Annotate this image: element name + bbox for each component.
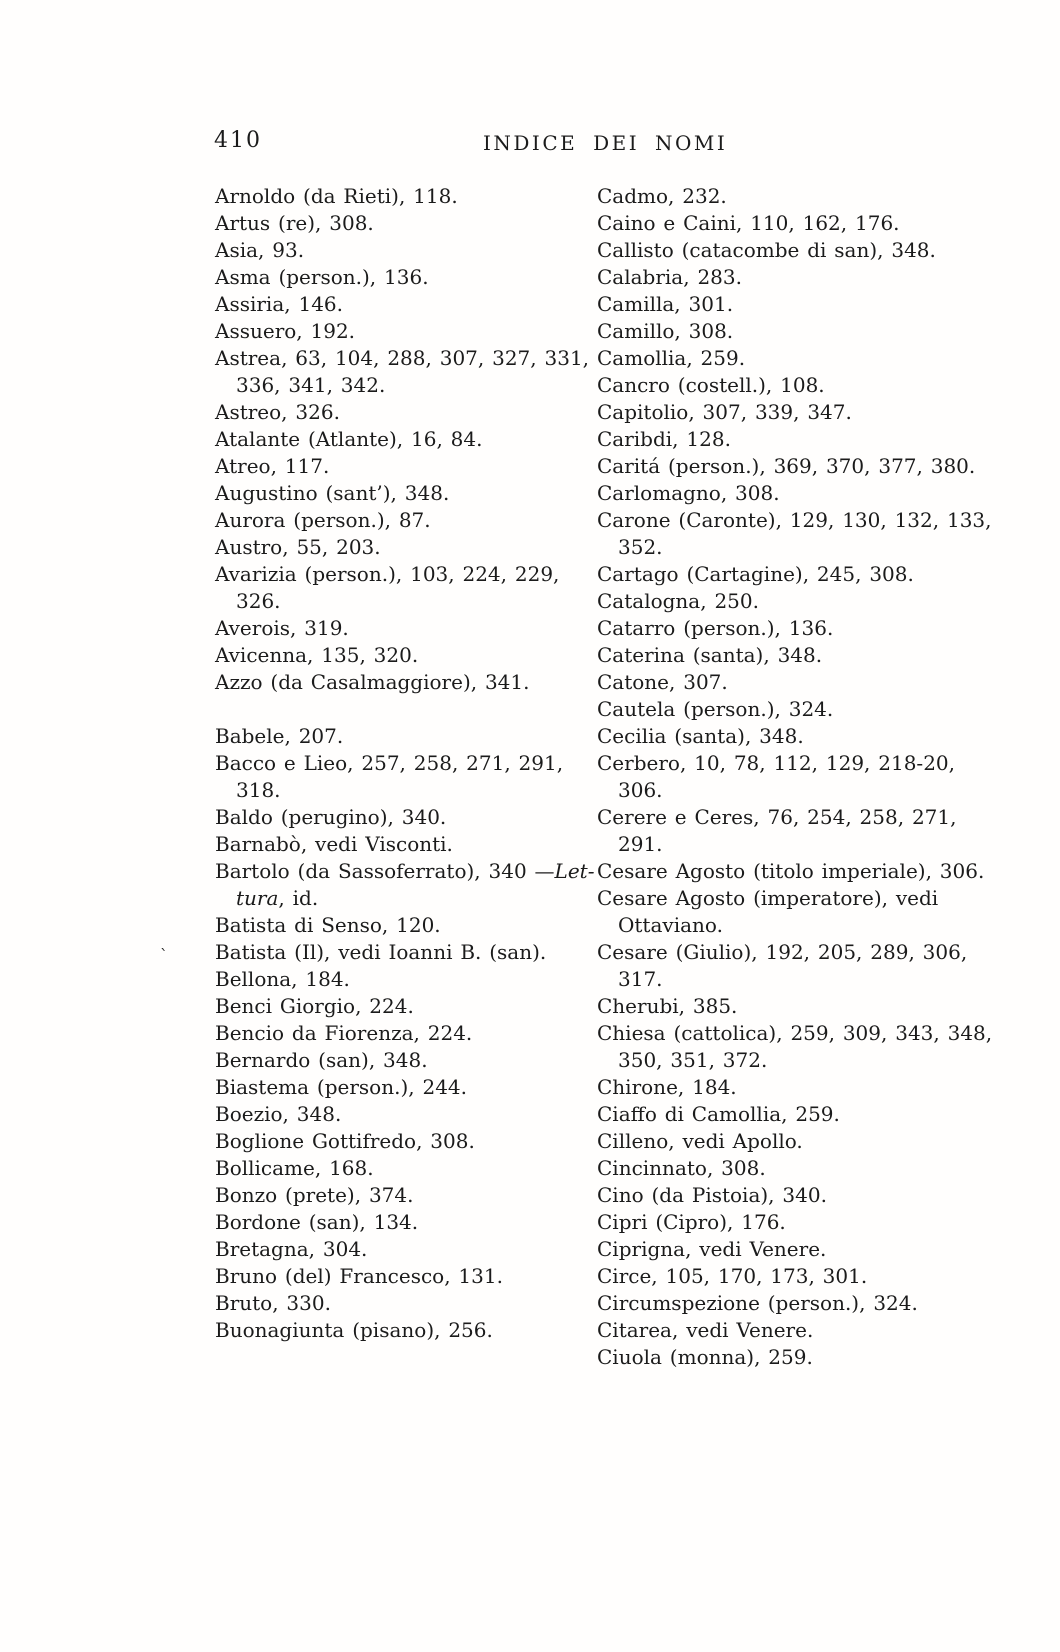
- entry-text: Circumspezione (person.), 324.: [597, 1291, 918, 1315]
- entry-text: Bruno (del) Francesco, 131.: [215, 1264, 503, 1288]
- entry-text: Benci Giorgio, 224.: [215, 994, 414, 1018]
- entry-text: , id.: [278, 886, 319, 910]
- index-entry-line: [597, 1020, 993, 1047]
- index-entry-line: [597, 318, 973, 345]
- index-entry-line: [215, 237, 585, 264]
- entry-text: Citarea, vedi Venere.: [597, 1318, 814, 1342]
- index-entry-line: [597, 777, 973, 804]
- index-entry-line: [215, 831, 585, 858]
- entry-text: Baldo (perugino), 340.: [215, 805, 447, 829]
- index-entry-line: [597, 507, 992, 534]
- entry-text: Augustino (sant’), 348.: [215, 481, 450, 505]
- index-entry-line: [215, 858, 595, 885]
- entry-text: Cesare Agosto (imperatore), vedi: [597, 886, 939, 910]
- index-entry-line: [215, 993, 585, 1020]
- index-entry-line: [597, 372, 973, 399]
- index-entry-line: [597, 1236, 973, 1263]
- entry-text: Bencio da Fiorenza, 224.: [215, 1021, 473, 1045]
- entry-text: Babele, 207.: [215, 724, 344, 748]
- index-entry-line: [215, 1047, 585, 1074]
- entry-text: 291.: [618, 832, 663, 856]
- index-entry-line: [215, 804, 585, 831]
- entry-text: Carlomagno, 308.: [597, 481, 780, 505]
- entry-text: Ciuola (monna), 259.: [597, 1345, 813, 1369]
- index-entry-line: [215, 750, 585, 777]
- index-entry-line: [597, 1128, 973, 1155]
- index-entry-line: [597, 561, 973, 588]
- index-entry-line: [597, 426, 973, 453]
- index-entry-line: [597, 1047, 973, 1074]
- index-entry-line: [215, 480, 585, 507]
- entry-text: Ottaviano.: [618, 913, 723, 937]
- index-entry-line: [597, 669, 973, 696]
- entry-text: Chirone, 184.: [597, 1075, 737, 1099]
- index-entry-line: [597, 1209, 973, 1236]
- entry-text: Cherubi, 385.: [597, 994, 738, 1018]
- entry-text: Boezio, 348.: [215, 1102, 342, 1126]
- entry-text: Cartago (Cartagine), 245, 308.: [597, 562, 914, 586]
- index-entry-line: [215, 939, 585, 966]
- entry-text: 352.: [618, 535, 663, 559]
- entry-text: Bretagna, 304.: [215, 1237, 368, 1261]
- index-entry-line: [215, 1290, 585, 1317]
- entry-text: Avarizia (person.), 103, 224, 229,: [215, 562, 560, 586]
- index-entry-line: [215, 507, 585, 534]
- print-artifact-mark: ˋ: [160, 946, 168, 965]
- index-entry-line: [215, 1263, 585, 1290]
- index-entry-line: [597, 804, 973, 831]
- entry-text: Astreo, 326.: [215, 400, 340, 424]
- index-entry-line: [597, 858, 985, 885]
- entry-text: Atreo, 117.: [215, 454, 330, 478]
- index-entry-line: [597, 480, 973, 507]
- entry-text: Circe, 105, 170, 173, 301.: [597, 1264, 868, 1288]
- entry-text: Capitolio, 307, 339, 347.: [597, 400, 852, 424]
- entry-text: Austro, 55, 203.: [215, 535, 381, 559]
- index-entry-line: [215, 345, 590, 372]
- entry-text: Ciaffo di Camollia, 259.: [597, 1102, 840, 1126]
- index-entry-line: [215, 318, 585, 345]
- entry-text: Atalante (Atlante), 16, 84.: [215, 427, 483, 451]
- index-entry-line: [215, 561, 585, 588]
- index-entry-line: [597, 210, 973, 237]
- entry-text: Buonagiunta (pisano), 256.: [215, 1318, 493, 1342]
- index-entry-line: [597, 1344, 973, 1371]
- index-entry-line: [215, 1317, 585, 1344]
- index-entry-line: [215, 1128, 585, 1155]
- entry-text: Asma (person.), 136.: [215, 265, 429, 289]
- index-entry-line: [597, 1317, 973, 1344]
- entry-text: Assuero, 192.: [215, 319, 356, 343]
- index-entry-line: [597, 1155, 973, 1182]
- entry-text: 317.: [618, 967, 663, 991]
- entry-text: Cecilia (santa), 348.: [597, 724, 804, 748]
- index-entry-line: [597, 642, 973, 669]
- entry-text: Cerbero, 10, 78, 112, 129, 218-20,: [597, 751, 955, 775]
- index-entry-line: [215, 615, 585, 642]
- index-entry-line: [597, 264, 973, 291]
- entry-text: Catalogna, 250.: [597, 589, 759, 613]
- entry-text: Camillo, 308.: [597, 319, 734, 343]
- entry-text: Cilleno, vedi Apollo.: [597, 1129, 803, 1153]
- entry-text: Catarro (person.), 136.: [597, 616, 834, 640]
- entry-text: Bonzo (prete), 374.: [215, 1183, 414, 1207]
- index-entry-line: [215, 291, 585, 318]
- entry-text: Aurora (person.), 87.: [215, 508, 431, 532]
- entry-text: Astrea, 63, 104, 288, 307, 327, 331,: [215, 346, 590, 370]
- entry-text: Caribdi, 128.: [597, 427, 731, 451]
- index-entry-line: [215, 1155, 585, 1182]
- index-entry-line: [597, 831, 973, 858]
- entry-text: Cautela (person.), 324.: [597, 697, 834, 721]
- entry-text: 306.: [618, 778, 663, 802]
- entry-text-italic: Let-: [554, 859, 595, 883]
- entry-text: Batista (Il), vedi Ioanni B. (san).: [215, 940, 547, 964]
- entry-text: 326.: [236, 589, 281, 613]
- entry-text: Barnabò, vedi Visconti.: [215, 832, 453, 856]
- index-entry-line: [215, 426, 585, 453]
- index-entry-line: [597, 615, 973, 642]
- entry-text: Bartolo (da Sassoferrato), 340 —: [215, 859, 555, 883]
- entry-text: Cincinnato, 308.: [597, 1156, 766, 1180]
- index-entry-line: [215, 1020, 585, 1047]
- entry-text: Cesare (Giulio), 192, 205, 289, 306,: [597, 940, 968, 964]
- index-entry-line: [597, 291, 973, 318]
- entry-text: Calabria, 283.: [597, 265, 742, 289]
- entry-text: Cipri (Cipro), 176.: [597, 1210, 786, 1234]
- index-entry-line: [215, 1182, 585, 1209]
- entry-text: Cino (da Pistoia), 340.: [597, 1183, 827, 1207]
- entry-text: Ciprigna, vedi Venere.: [597, 1237, 827, 1261]
- index-entry-line: [597, 912, 973, 939]
- entry-text: Callisto (catacombe di san), 348.: [597, 238, 936, 262]
- index-entry-line: [597, 723, 973, 750]
- index-entry-line: [597, 534, 973, 561]
- index-entry-line: [597, 1290, 973, 1317]
- index-entry-line: [215, 669, 585, 696]
- index-entry-line: [215, 1101, 585, 1128]
- index-entry-line: [215, 588, 585, 615]
- index-entry-line: [597, 885, 973, 912]
- entry-text: Cerere e Ceres, 76, 254, 258, 271,: [597, 805, 957, 829]
- index-section-gap: [215, 696, 585, 723]
- entry-text: Asia, 93.: [215, 238, 305, 262]
- index-entry-line: [597, 993, 973, 1020]
- index-entry-line: [597, 453, 976, 480]
- index-entry-line: [215, 723, 585, 750]
- index-entry-line: [215, 372, 585, 399]
- index-entry-line: [597, 939, 973, 966]
- index-entry-line: [597, 1182, 973, 1209]
- index-entry-line: [215, 399, 585, 426]
- index-entry-line: [597, 237, 973, 264]
- entry-text-italic: tura: [236, 886, 279, 910]
- entry-text: Carone (Caronte), 129, 130, 132, 133,: [597, 508, 992, 532]
- entry-text: 318.: [236, 778, 281, 802]
- page-number: 410: [214, 128, 262, 153]
- index-right-column: [597, 183, 993, 1371]
- entry-text: Artus (re), 308.: [215, 211, 374, 235]
- index-entry-line: [215, 966, 585, 993]
- entry-text: Caino e Caini, 110, 162, 176.: [597, 211, 900, 235]
- index-entry-line: [597, 1101, 973, 1128]
- entry-text: Caritá (person.), 369, 370, 377, 380.: [597, 454, 976, 478]
- index-entry-line: [597, 345, 973, 372]
- entry-text: Chiesa (cattolica), 259, 309, 343, 348,: [597, 1021, 993, 1045]
- entry-text: Avicenna, 135, 320.: [215, 643, 419, 667]
- entry-text: Bruto, 330.: [215, 1291, 331, 1315]
- index-entry-line: [597, 966, 973, 993]
- entry-text: Catone, 307.: [597, 670, 728, 694]
- entry-text: Camilla, 301.: [597, 292, 734, 316]
- entry-text: Cesare Agosto (titolo imperiale), 306.: [597, 859, 985, 883]
- entry-text: Assiria, 146.: [215, 292, 343, 316]
- index-entry-line: [215, 1074, 585, 1101]
- entry-text: Caterina (santa), 348.: [597, 643, 823, 667]
- entry-text: 350, 351, 372.: [618, 1048, 768, 1072]
- entry-text: Bordone (san), 134.: [215, 1210, 419, 1234]
- entry-text: 336, 341, 342.: [236, 373, 386, 397]
- index-entry-line: [215, 912, 585, 939]
- index-entry-line: [597, 696, 973, 723]
- entry-text: Averois, 319.: [215, 616, 349, 640]
- entry-text: Bollicame, 168.: [215, 1156, 374, 1180]
- entry-text: Biastema (person.), 244.: [215, 1075, 467, 1099]
- entry-text: Bacco e Lieo, 257, 258, 271, 291,: [215, 751, 564, 775]
- entry-text: Cadmo, 232.: [597, 184, 727, 208]
- index-entry-line: [597, 1074, 973, 1101]
- entry-text: Arnoldo (da Rieti), 118.: [215, 184, 458, 208]
- index-entry-line: [215, 183, 585, 210]
- index-entry-line: [215, 642, 585, 669]
- index-left-column: [215, 183, 595, 1344]
- index-entry-line: [597, 183, 973, 210]
- index-entry-line: [215, 534, 585, 561]
- entry-text: Cancro (costell.), 108.: [597, 373, 825, 397]
- index-entry-line: [597, 588, 973, 615]
- page-header-title: INDICE DEI NOMI: [483, 131, 728, 155]
- index-entry-line: [215, 1209, 585, 1236]
- entry-text: Batista di Senso, 120.: [215, 913, 441, 937]
- index-entry-line: [215, 885, 585, 912]
- entry-text: Camollia, 259.: [597, 346, 746, 370]
- index-entry-line: [215, 453, 585, 480]
- index-entry-line: [215, 264, 585, 291]
- index-entry-line: [215, 777, 585, 804]
- index-entry-line: [597, 399, 973, 426]
- entry-text: Bellona, 184.: [215, 967, 350, 991]
- entry-text: Boglione Gottifredo, 308.: [215, 1129, 475, 1153]
- index-entry-line: [215, 1236, 585, 1263]
- index-entry-line: [215, 210, 585, 237]
- index-entry-line: [597, 1263, 973, 1290]
- index-entry-line: [597, 750, 973, 777]
- entry-text: Azzo (da Casalmaggiore), 341.: [215, 670, 530, 694]
- entry-text: Bernardo (san), 348.: [215, 1048, 428, 1072]
